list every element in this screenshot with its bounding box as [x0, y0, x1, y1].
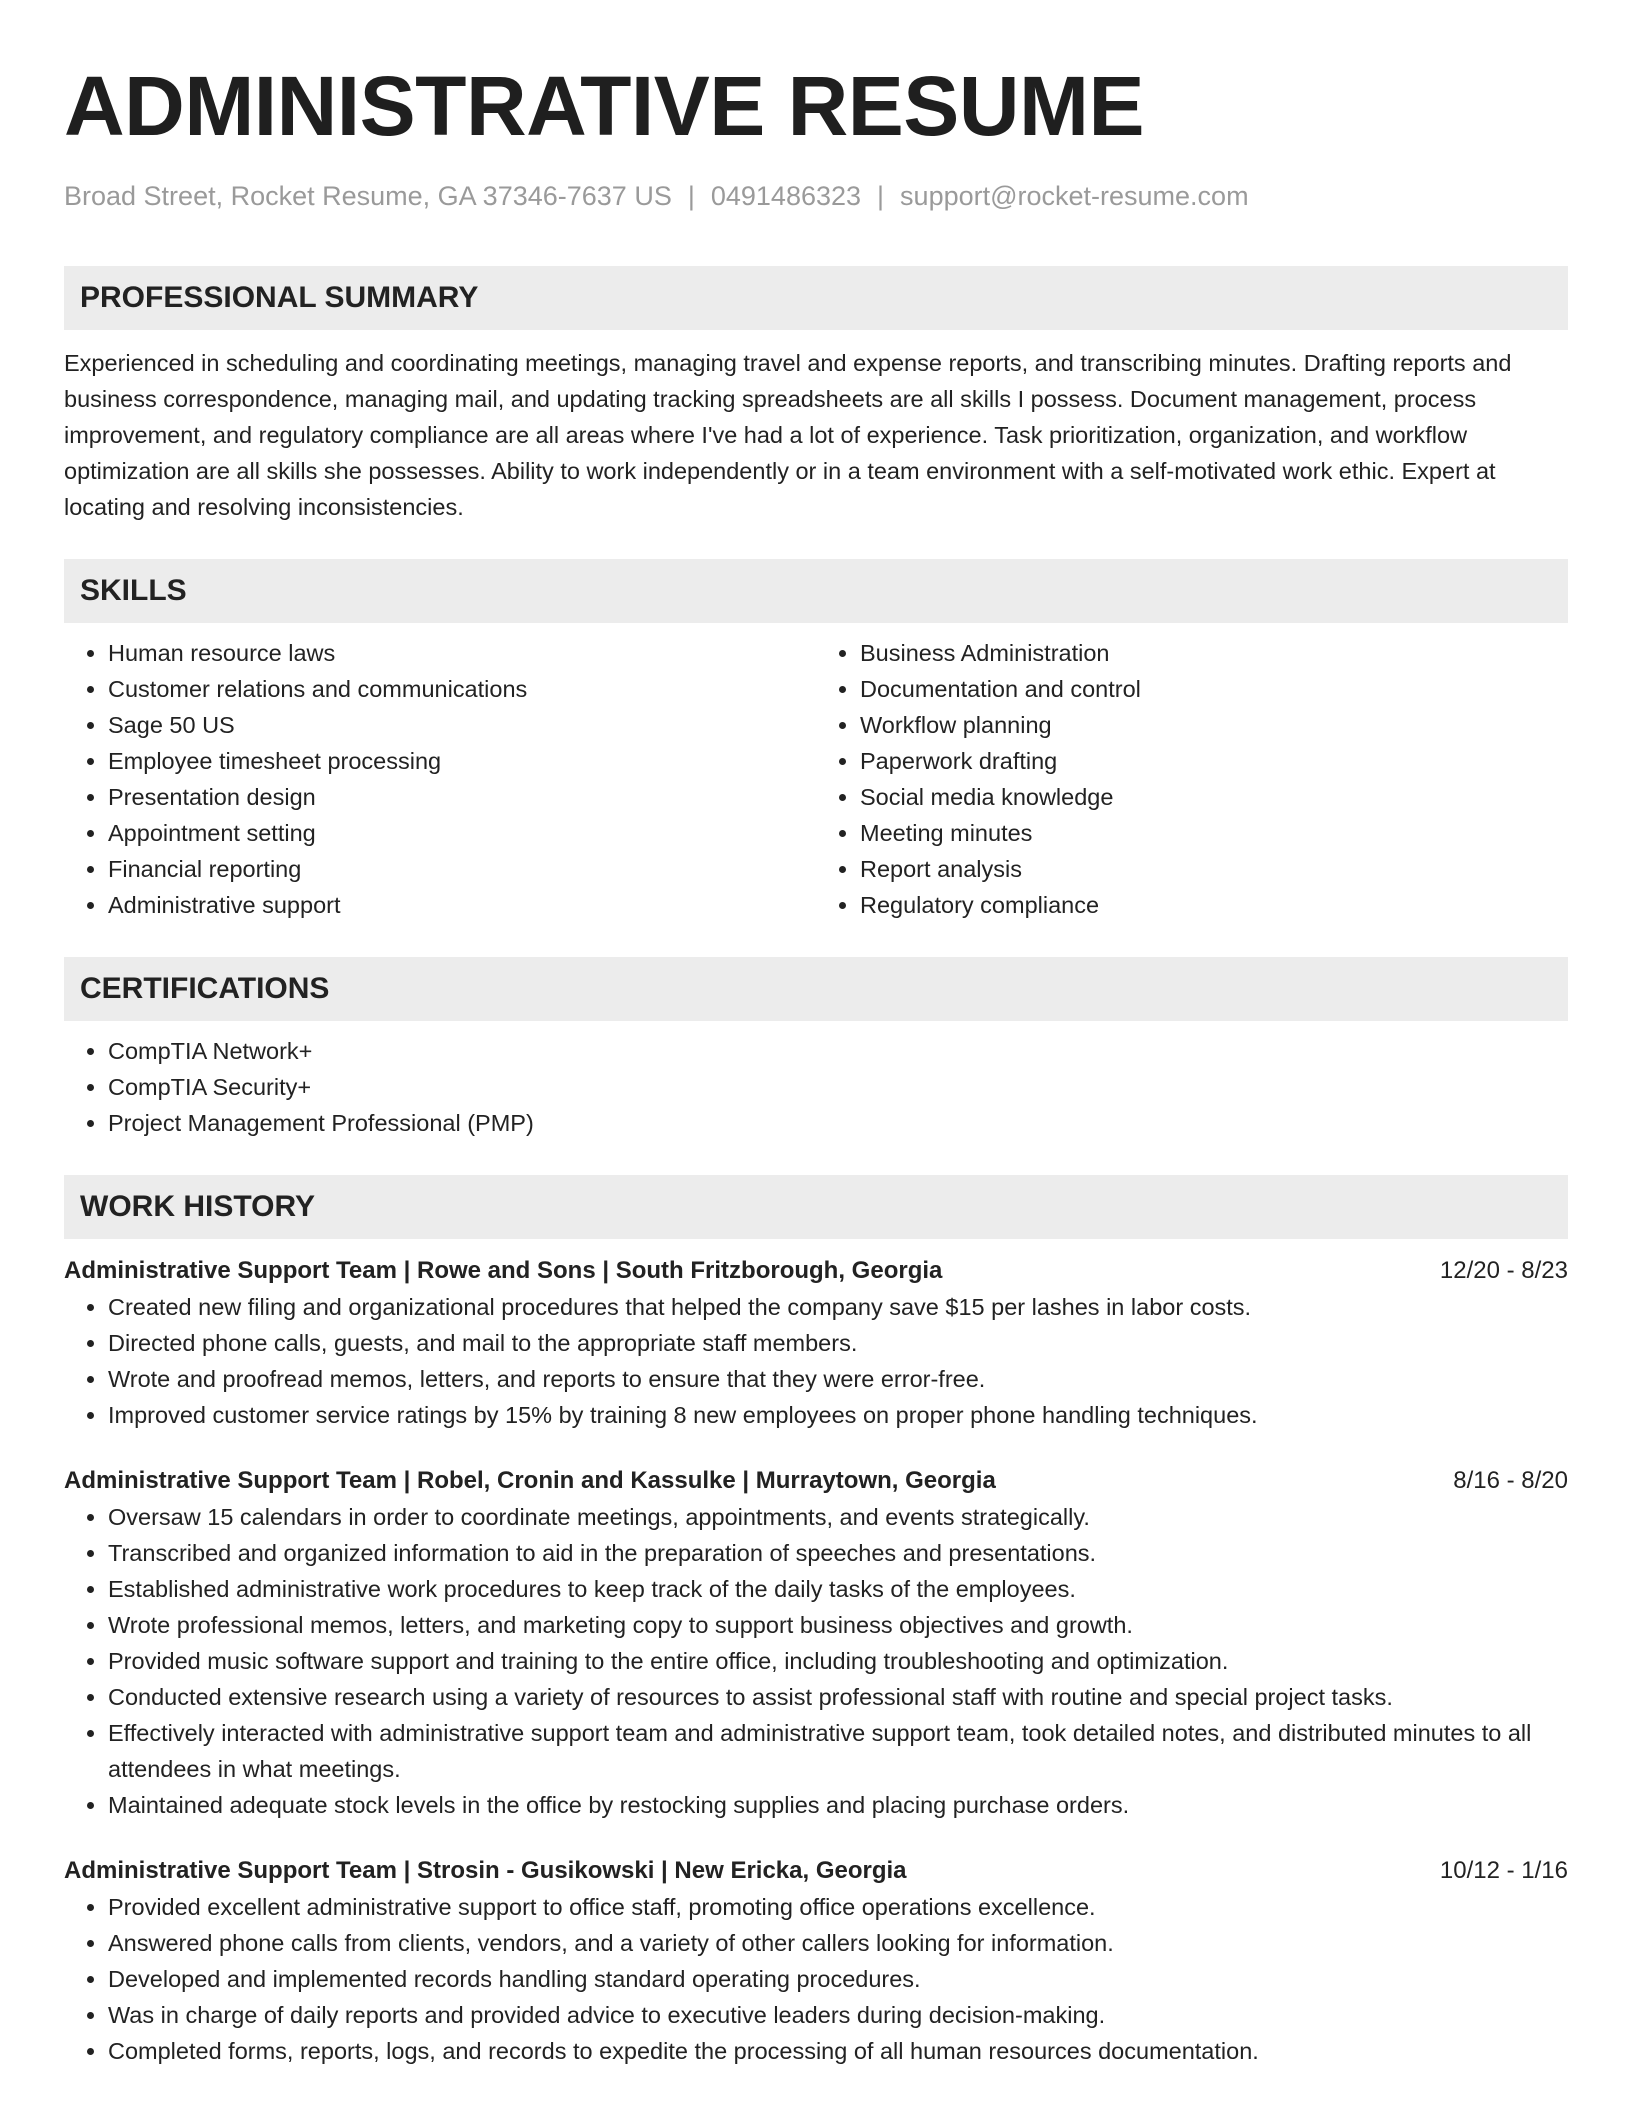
work-history-list: [64, 1253, 1568, 2069]
certifications-list: [64, 1033, 1568, 1141]
skills-column-left: [64, 635, 816, 923]
section-heading-skills: SKILLS: [64, 559, 1568, 623]
job-entry: [64, 1463, 1568, 1823]
skill-item: • Employee timesheet processing: [108, 743, 816, 779]
skill-item: • Presentation design: [108, 779, 816, 815]
resume-page: [64, 0, 1568, 2069]
job-bullet: • Was in charge of daily reports and provided advice to executive leaders during decision-making.: [108, 1997, 1568, 2033]
address: Broad Street, Rocket Resume, GA 37346-7637 US: [64, 181, 672, 211]
skill-item: • Sage 50 US: [108, 707, 816, 743]
job-bullets: [64, 1289, 1568, 1433]
job-bullet: • Answered phone calls from clients, vendors, and a variety of other callers looking for information.: [108, 1925, 1568, 1961]
skills-list: [64, 635, 1568, 923]
email: support@rocket-resume.com: [900, 181, 1249, 211]
job-bullet: • Established administrative work procedures to keep track of the daily tasks of the employees.: [108, 1571, 1568, 1607]
skills-column-right: [816, 635, 1568, 923]
job-bullet: • Wrote and proofread memos, letters, and reports to ensure that they were error-free.: [108, 1361, 1568, 1397]
job-entry: [64, 1853, 1568, 2069]
job-bullet: • Created new filing and organizational procedures that helped the company save $15 per lashes in labor costs.: [108, 1289, 1568, 1325]
job-bullet: • Transcribed and organized information to aid in the preparation of speeches and presentations.: [108, 1535, 1568, 1571]
summary-text: Experienced in scheduling and coordinating meetings, managing travel and expense reports, and transcribing minutes. Drafting reports and business correspondence, managing mail, and updating tracking spreadsheets are all skills I possess. Document management, process improvement, and regulatory compliance are all areas where I've had a lot of experience. Task prioritization, organization, and workflow optimization are all skills she possesses. Ability to work independently or in a team environment with a self-motivated work ethic. Expert at locating and resolving inconsistencies.: [64, 350, 1512, 520]
job-entry: [64, 1253, 1568, 1433]
skill-item: • Human resource laws: [108, 635, 816, 671]
job-title: Administrative Support Team | Robel, Cronin and Kassulke | Murraytown, Georgia: [64, 1467, 996, 1494]
skill-item: • Meeting minutes: [860, 815, 1568, 851]
job-bullet: • Provided music software support and training to the entire office, including troubleshooting and optimization.: [108, 1643, 1568, 1679]
contact-line: [64, 178, 1568, 214]
job-bullet: • Completed forms, reports, logs, and records to expedite the processing of all human resources documentation.: [108, 2033, 1568, 2069]
job-bullet: • Maintained adequate stock levels in the office by restocking supplies and placing purchase orders.: [108, 1787, 1568, 1823]
job-header: [64, 1463, 1568, 1499]
contact-separator: |: [687, 181, 695, 211]
skill-item: • Customer relations and communications: [108, 671, 816, 707]
job-header: [64, 1253, 1568, 1289]
skill-item: • Business Administration: [860, 635, 1568, 671]
job-bullet: • Oversaw 15 calendars in order to coordinate meetings, appointments, and events strategically.: [108, 1499, 1568, 1535]
certification-item: • CompTIA Security+: [108, 1069, 1568, 1105]
job-header: [64, 1853, 1568, 1889]
skill-item: • Paperwork drafting: [860, 743, 1568, 779]
job-title: Administrative Support Team | Rowe and Sons | South Fritzborough, Georgia: [64, 1257, 943, 1284]
job-bullet: • Effectively interacted with administrative support team and administrative support team, took detailed notes, and distributed minutes to all attendees in what meetings.: [108, 1715, 1568, 1787]
job-bullet: • Developed and implemented records handling standard operating procedures.: [108, 1961, 1568, 1997]
contact-separator: |: [877, 181, 885, 211]
skill-item: • Appointment setting: [108, 815, 816, 851]
job-bullet: • Wrote professional memos, letters, and marketing copy to support business objectives and growth.: [108, 1607, 1568, 1643]
skill-item: • Administrative support: [108, 887, 816, 923]
job-bullets: [64, 1499, 1568, 1823]
job-bullet: • Provided excellent administrative support to office staff, promoting office operations excellence.: [108, 1889, 1568, 1925]
job-dates: 12/20 - 8/23: [1439, 1257, 1568, 1284]
job-bullet: • Conducted extensive research using a variety of resources to assist professional staff with routine and special project tasks.: [108, 1679, 1568, 1715]
job-bullets: [64, 1889, 1568, 2069]
section-heading-certifications: CERTIFICATIONS: [64, 957, 1568, 1021]
skill-item: • Regulatory compliance: [860, 887, 1568, 923]
resume-title: ADMINISTRATIVE RESUME: [64, 59, 1144, 153]
job-dates: 8/16 - 8/20: [1453, 1467, 1568, 1494]
phone: 0491486323: [710, 181, 862, 211]
certification-item: • Project Management Professional (PMP): [108, 1105, 1568, 1141]
skill-item: • Social media knowledge: [860, 779, 1568, 815]
job-dates: 10/12 - 1/16: [1439, 1857, 1568, 1884]
job-bullet: • Directed phone calls, guests, and mail to the appropriate staff members.: [108, 1325, 1568, 1361]
certification-item: • CompTIA Network+: [108, 1033, 1568, 1069]
skill-item: • Financial reporting: [108, 851, 816, 887]
section-heading-work-history: WORK HISTORY: [64, 1175, 1568, 1239]
skill-item: • Documentation and control: [860, 671, 1568, 707]
job-title: Administrative Support Team | Strosin - Gusikowski | New Ericka, Georgia: [64, 1857, 907, 1884]
skill-item: • Workflow planning: [860, 707, 1568, 743]
section-heading-summary: PROFESSIONAL SUMMARY: [64, 266, 1568, 330]
skill-item: • Report analysis: [860, 851, 1568, 887]
job-bullet: • Improved customer service ratings by 15% by training 8 new employees on proper phone handling techniques.: [108, 1397, 1568, 1433]
